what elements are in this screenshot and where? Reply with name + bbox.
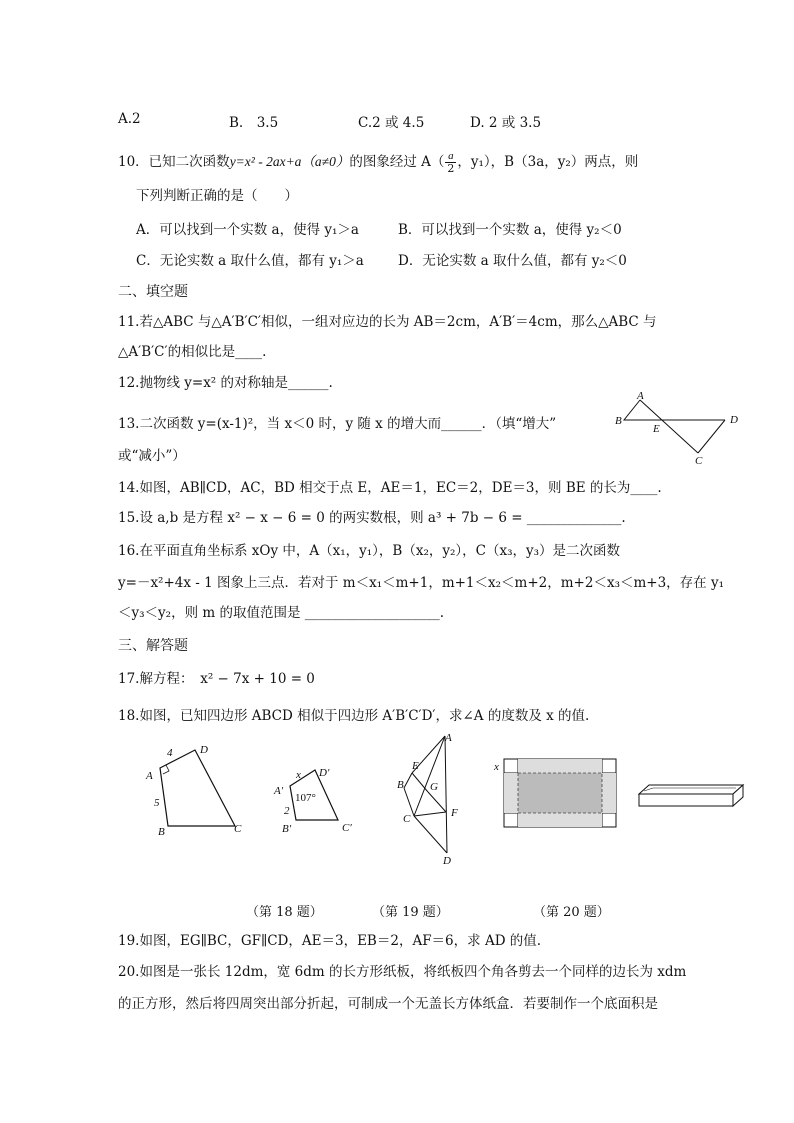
q13-line-ac (640, 400, 698, 453)
q20-corner-cut (602, 813, 616, 827)
q13-line1: 13.二次函数 y=(x-1)²，当 x＜0 时，y 随 x 的增大而______．（填“增大” (118, 416, 557, 432)
q18-label-b: B (158, 826, 165, 838)
q18-label-b-prime: B′ (282, 823, 292, 835)
q20-label-x: x (494, 761, 499, 773)
q15: 15.设 a,b 是方程 x² − x − 6 = 0 的两实数根，则 a³ + 7b − 6 = ______________. (118, 510, 626, 526)
q20-corner-cut (504, 813, 518, 827)
q13-triangle-abe (624, 400, 670, 420)
q20-base-dashed (518, 773, 602, 813)
q20-box-front (639, 794, 733, 806)
q13-line-dc (698, 420, 725, 453)
q20-line1: 20.如图是一张长 12dm，宽 6dm 的长方形纸板，将纸板四个角各剪去一个同样的边长为 xdm (118, 964, 687, 980)
caption-q18: （第 18 题） (246, 905, 323, 920)
q14: 14.如图，AB∥CD，AC，BD 相交于点 E，AE＝1，EC＝2，DE＝3，则 BE 的长为____. (118, 480, 662, 496)
q20-corner-cut (504, 759, 518, 773)
section-answer: 三、解答题 (118, 638, 188, 654)
q20-flap (518, 759, 602, 773)
q9-option-b: B. 3.5 (229, 115, 279, 131)
q13-label-e: E (653, 423, 660, 435)
q19-line-ac (414, 736, 445, 816)
q20-figure-cardboard (492, 756, 624, 831)
q16-line2: y=－x²+4x - 1 图象上三点．若对于 m＜x₁＜m+1，m+1＜x₂＜m+2，m+2＜x₃＜m+3，存在 y₁ (118, 575, 725, 591)
q19-line-eg (412, 773, 428, 792)
q11-line1: 11.若△ABC 与△A′B′C′相似，一组对应边的长为 AB＝2cm，A′B′＝4cm，那么△ABC 与 (118, 314, 657, 330)
q16-line3: ＜y₃＜y₂，则 m 的取值范围是 ____________________. (118, 605, 445, 621)
q19-line-cd (414, 816, 447, 853)
q19-label-a: A (445, 732, 452, 744)
q19-label-d: D (443, 855, 451, 866)
q18-label-4: 4 (167, 747, 173, 759)
q19-line-bc (404, 788, 414, 816)
q18-quadrilateral-abcd (160, 750, 235, 826)
q10-fraction: $\frac{a}{2}$ (447, 150, 455, 175)
q19-line-cf (414, 812, 446, 816)
q18-label-c: C (234, 823, 242, 835)
q18-label-c-prime: C′ (342, 822, 352, 834)
q18-label-d-prime: D′ (319, 767, 330, 779)
q13-label-d: D (730, 414, 738, 426)
q19-label-g: G (430, 781, 438, 793)
q19: 19.如图，EG∥BC，GF∥CD，AE＝3，EB＝2，AF＝6，求 AD 的值. (118, 933, 542, 949)
q11-line2: △A′B′C′的相似比是____. (118, 344, 267, 360)
q13-figure (612, 390, 747, 465)
q19-label-e: E (412, 760, 419, 772)
q20-box-top (639, 785, 743, 794)
q18-label-angle: 107° (295, 792, 316, 804)
q10-line1: 10．已知二次函数y=x² - 2ax+a（a≠0）的图象经过 A（ $\frac{a}{2}$ ，y₁），B（3a，y₂）两点，则 (118, 150, 639, 175)
q9-option-a: A.2 (118, 111, 141, 127)
q19-line-gf (428, 792, 446, 812)
q19-figure (392, 728, 472, 866)
q18-figure-a-prime (270, 758, 365, 838)
q10-option-a: A．可以找到一个实数 a，使得 y₁＞a (136, 222, 359, 238)
q18-label-a: A (146, 770, 153, 782)
q19-label-c: C (403, 813, 411, 825)
q19-line-eb (404, 773, 412, 788)
q12: 12.抛物线 y=x² 的对称轴是______. (118, 375, 333, 391)
q16-line1: 16.在平面直角坐标系 xOy 中，A（x₁，y₁），B（x₂，y₂），C（x₃，y₃）是二次函数 (118, 543, 621, 559)
q10-option-d: D．无论实数 a 取什么值，都有 y₂＜0 (398, 253, 627, 269)
q20-flap (518, 813, 602, 827)
q10-option-c: C．无论实数 a 取什么值，都有 y₁＞a (136, 253, 364, 269)
q18-label-x: x (296, 769, 301, 781)
q9-option-d: D. 2 或 3.5 (470, 115, 542, 131)
q20-flap (602, 773, 616, 813)
q19-line-ad (445, 736, 447, 853)
q18-label-5: 5 (154, 797, 160, 809)
q19-label-f: F (451, 807, 458, 819)
q20-corner-cut (602, 759, 616, 773)
q13-label-a: A (637, 390, 644, 402)
caption-q20: （第 20 题） (533, 905, 610, 920)
q13-label-b: B (615, 415, 622, 427)
q17: 17.解方程： x² − 7x + 10 = 0 (118, 671, 315, 687)
q18-label-d: D (200, 744, 208, 756)
q20-flap (504, 773, 518, 813)
q19-label-b: B (397, 779, 404, 791)
q10-option-b: B．可以找到一个实数 a，使得 y₂＜0 (398, 222, 622, 238)
q13-line2: 或“减小”） (118, 448, 186, 464)
q10-line2: 下列判断正确的是（ ） (136, 188, 298, 204)
q13-label-c: C (695, 455, 703, 465)
q20-figure-box (636, 782, 746, 816)
q18-label-a-prime: A′ (274, 785, 284, 797)
q18: 18.如图，已知四边形 ABCD 相似于四边形 A′B′C′D′，求∠A 的度数及 x 的值. (118, 708, 590, 724)
q18-figure-abcd (140, 738, 250, 838)
section-fill-in: 二、填空题 (118, 284, 188, 300)
q18-label-2: 2 (284, 805, 290, 817)
q20-line2: 的正方形，然后将四周突出部分折起，可制成一个无盖长方体纸盒．若要制作一个底面积是 (118, 996, 658, 1012)
caption-q19: （第 19 题） (372, 905, 449, 920)
q9-option-c: C.2 或 4.5 (358, 115, 425, 131)
